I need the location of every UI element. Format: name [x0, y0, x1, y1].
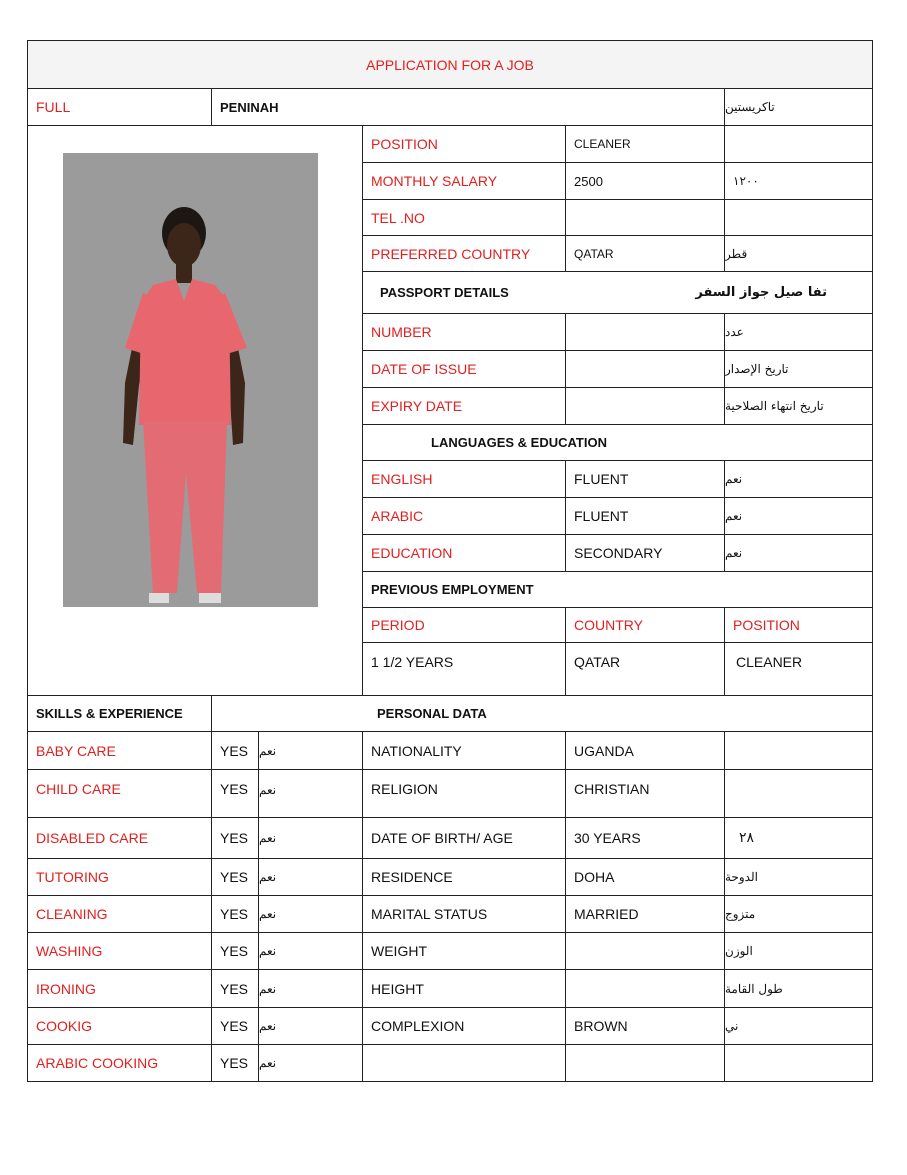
education-value: SECONDARY	[565, 534, 725, 572]
personal-label: HEIGHT	[362, 969, 566, 1008]
expiry-label: EXPIRY DATE	[362, 387, 566, 425]
personal-label: RESIDENCE	[362, 858, 566, 896]
personal-arabic: الوزن	[724, 932, 873, 970]
personal-arabic	[724, 769, 873, 818]
passport-number-arabic: عدد	[724, 313, 873, 351]
form-title: APPLICATION FOR A JOB	[27, 40, 873, 89]
employment-col-country: COUNTRY	[565, 607, 725, 643]
passport-heading	[362, 271, 873, 314]
position-label: POSITION	[362, 125, 566, 163]
position-arabic	[724, 125, 873, 163]
skill-value: YES	[211, 731, 259, 770]
languages-heading: LANGUAGES & EDUCATION	[362, 424, 873, 461]
name-arabic: تاكريستين	[724, 88, 873, 126]
issue-value	[565, 350, 725, 388]
skill-arabic: نعم	[258, 1044, 363, 1082]
arabic-arabic: نعم	[724, 497, 873, 535]
expiry-arabic: تاريخ انتهاء الصلاحية	[724, 387, 873, 425]
personal-label	[362, 1044, 566, 1082]
skill-value: YES	[211, 1044, 259, 1082]
skill-arabic: نعم	[258, 969, 363, 1008]
skill-value: YES	[211, 895, 259, 933]
english-label: ENGLISH	[362, 460, 566, 498]
tel-value	[565, 199, 725, 236]
skill-arabic: نعم	[258, 895, 363, 933]
salary-arabic: ١٢٠٠	[724, 162, 873, 200]
passport-heading-arabic: تفا صيل جواز السفر	[695, 285, 827, 300]
personal-label: COMPLEXION	[362, 1007, 566, 1045]
skill-arabic: نعم	[258, 731, 363, 770]
personal-value	[565, 932, 725, 970]
skill-label: IRONING	[27, 969, 212, 1008]
english-value: FLUENT	[565, 460, 725, 498]
skill-arabic: نعم	[258, 932, 363, 970]
country-arabic: قطر	[724, 235, 873, 272]
skill-label: CHILD CARE	[27, 769, 212, 818]
skill-value: YES	[211, 769, 259, 818]
personal-label: MARITAL STATUS	[362, 895, 566, 933]
salary-value: 2500	[565, 162, 725, 200]
personal-arabic: ٢٨	[724, 817, 873, 859]
employment-col-position: POSITION	[724, 607, 873, 643]
personal-value: 30 YEARS	[565, 817, 725, 859]
expiry-value	[565, 387, 725, 425]
skill-value: YES	[211, 969, 259, 1008]
personal-value: BROWN	[565, 1007, 725, 1045]
personal-value	[565, 1044, 725, 1082]
skill-arabic: نعم	[258, 858, 363, 896]
personal-value	[565, 969, 725, 1008]
skill-label: COOKIG	[27, 1007, 212, 1045]
tel-label: TEL .NO	[362, 199, 566, 236]
skill-value: YES	[211, 858, 259, 896]
skills-heading: SKILLS & EXPERIENCE	[27, 695, 212, 732]
name-value: PENINAH	[211, 88, 725, 126]
personal-heading: PERSONAL DATA	[211, 695, 873, 732]
personal-value: UGANDA	[565, 731, 725, 770]
personal-arabic: ني	[724, 1007, 873, 1045]
skill-label: DISABLED CARE	[27, 817, 212, 859]
personal-value: MARRIED	[565, 895, 725, 933]
english-arabic: نعم	[724, 460, 873, 498]
skill-label: ARABIC COOKING	[27, 1044, 212, 1082]
personal-value: CHRISTIAN	[565, 769, 725, 818]
skill-label: CLEANING	[27, 895, 212, 933]
salary-label: MONTHLY SALARY	[362, 162, 566, 200]
employment-position: CLEANER	[724, 642, 873, 696]
personal-value: DOHA	[565, 858, 725, 896]
skill-arabic: نعم	[258, 1007, 363, 1045]
passport-heading-text: PASSPORT DETAILS	[380, 285, 509, 300]
skill-value: YES	[211, 932, 259, 970]
arabic-value: FLUENT	[565, 497, 725, 535]
personal-arabic: الدوحة	[724, 858, 873, 896]
personal-label: NATIONALITY	[362, 731, 566, 770]
country-label: PREFERRED COUNTRY	[362, 235, 566, 272]
skill-label: BABY CARE	[27, 731, 212, 770]
education-label: EDUCATION	[362, 534, 566, 572]
applicant-photo	[63, 153, 318, 607]
personal-arabic: متزوج	[724, 895, 873, 933]
personal-label: RELIGION	[362, 769, 566, 818]
personal-arabic	[724, 1044, 873, 1082]
arabic-label: ARABIC	[362, 497, 566, 535]
skill-arabic: نعم	[258, 769, 363, 818]
employment-col-period: PERIOD	[362, 607, 566, 643]
education-arabic: نعم	[724, 534, 873, 572]
employment-period: 1 1/2 YEARS	[362, 642, 566, 696]
personal-arabic	[724, 731, 873, 770]
personal-arabic: طول القامة	[724, 969, 873, 1008]
skill-value: YES	[211, 1007, 259, 1045]
personal-label: DATE OF BIRTH/ AGE	[362, 817, 566, 859]
employment-heading: PREVIOUS EMPLOYMENT	[362, 571, 873, 608]
personal-label: WEIGHT	[362, 932, 566, 970]
skill-arabic: نعم	[258, 817, 363, 859]
employment-country: QATAR	[565, 642, 725, 696]
position-value: CLEANER	[565, 125, 725, 163]
issue-label: DATE OF ISSUE	[362, 350, 566, 388]
skill-value: YES	[211, 817, 259, 859]
skill-label: WASHING	[27, 932, 212, 970]
tel-arabic	[724, 199, 873, 236]
name-label: FULL	[27, 88, 212, 126]
country-value: QATAR	[565, 235, 725, 272]
passport-number-label: NUMBER	[362, 313, 566, 351]
issue-arabic: تاريخ الإصدار	[724, 350, 873, 388]
skill-label: TUTORING	[27, 858, 212, 896]
passport-number-value	[565, 313, 725, 351]
